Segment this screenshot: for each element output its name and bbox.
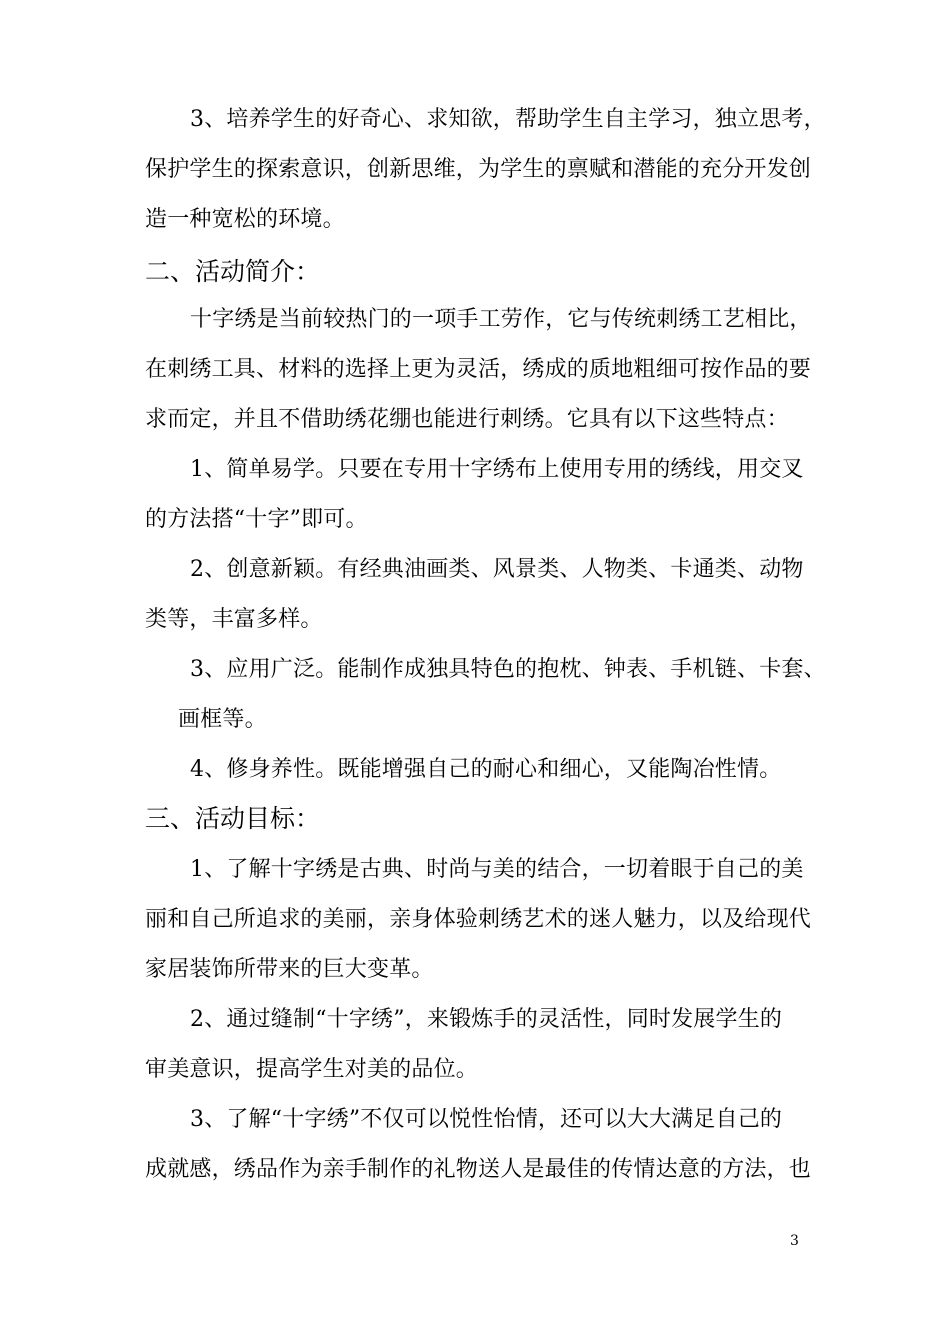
list-item-line: 家居装饰所带来的巨大变革。 — [145, 957, 434, 982]
paragraph-line: 在刺绣工具、材料的选择上更为灵活，绣成的质地粗细可按作品的要 — [145, 357, 812, 382]
section-heading: 二、活动简介： — [145, 257, 321, 286]
list-item-line: 审美意识，提高学生对美的品位。 — [145, 1057, 479, 1082]
list-item-line: 3、应用广泛。能制作成独具特色的抱枕、钟表、手机链、卡套、 — [190, 657, 826, 682]
paragraph-line: 造一种宽松的环境。 — [145, 207, 345, 232]
list-item-line: 1、简单易学。只要在专用十字绣布上使用专用的绣线，用交叉 — [190, 457, 804, 482]
paragraph-line: 3、培养学生的好奇心、求知欲，帮助学生自主学习，独立思考， — [190, 107, 826, 132]
page-number: 3 — [790, 1233, 799, 1249]
list-item-line: 画框等。 — [178, 707, 267, 732]
list-item-line: 4、修身养性。既能增强自己的耐心和细心，又能陶冶性情。 — [190, 757, 782, 782]
list-item-line: 类等，丰富多样。 — [145, 607, 323, 632]
list-item-line: 2、创意新颖。有经典油画类、风景类、人物类、卡通类、动物 — [190, 557, 804, 582]
list-item-line: 的方法搭“十字”即可。 — [145, 507, 368, 532]
section-heading: 三、活动目标： — [145, 804, 321, 833]
paragraph-line: 保护学生的探索意识，创新思维，为学生的禀赋和潜能的充分开发创 — [145, 157, 812, 182]
paragraph-line: 求而定，并且不借助绣花绷也能进行刺绣。它具有以下这些特点： — [145, 407, 789, 432]
list-item-line: 1、了解十字绣是古典、时尚与美的结合，一切着眼于自己的美 — [190, 857, 804, 882]
list-item-line: 3、了解“十字绣”不仅可以悦性怡情，还可以大大满足自己的 — [190, 1107, 783, 1132]
list-item-line: 2、通过缝制“十字绣”，来锻炼手的灵活性，同时发展学生的 — [190, 1007, 783, 1032]
list-item-line: 成就感，绣品作为亲手制作的礼物送人是最佳的传情达意的方法，也 — [145, 1157, 812, 1182]
paragraph-line: 十字绣是当前较热门的一项手工劳作，它与传统刺绣工艺相比， — [190, 307, 812, 332]
list-item-line: 丽和自己所追求的美丽，亲身体验刺绣艺术的迷人魅力，以及给现代 — [145, 907, 812, 932]
